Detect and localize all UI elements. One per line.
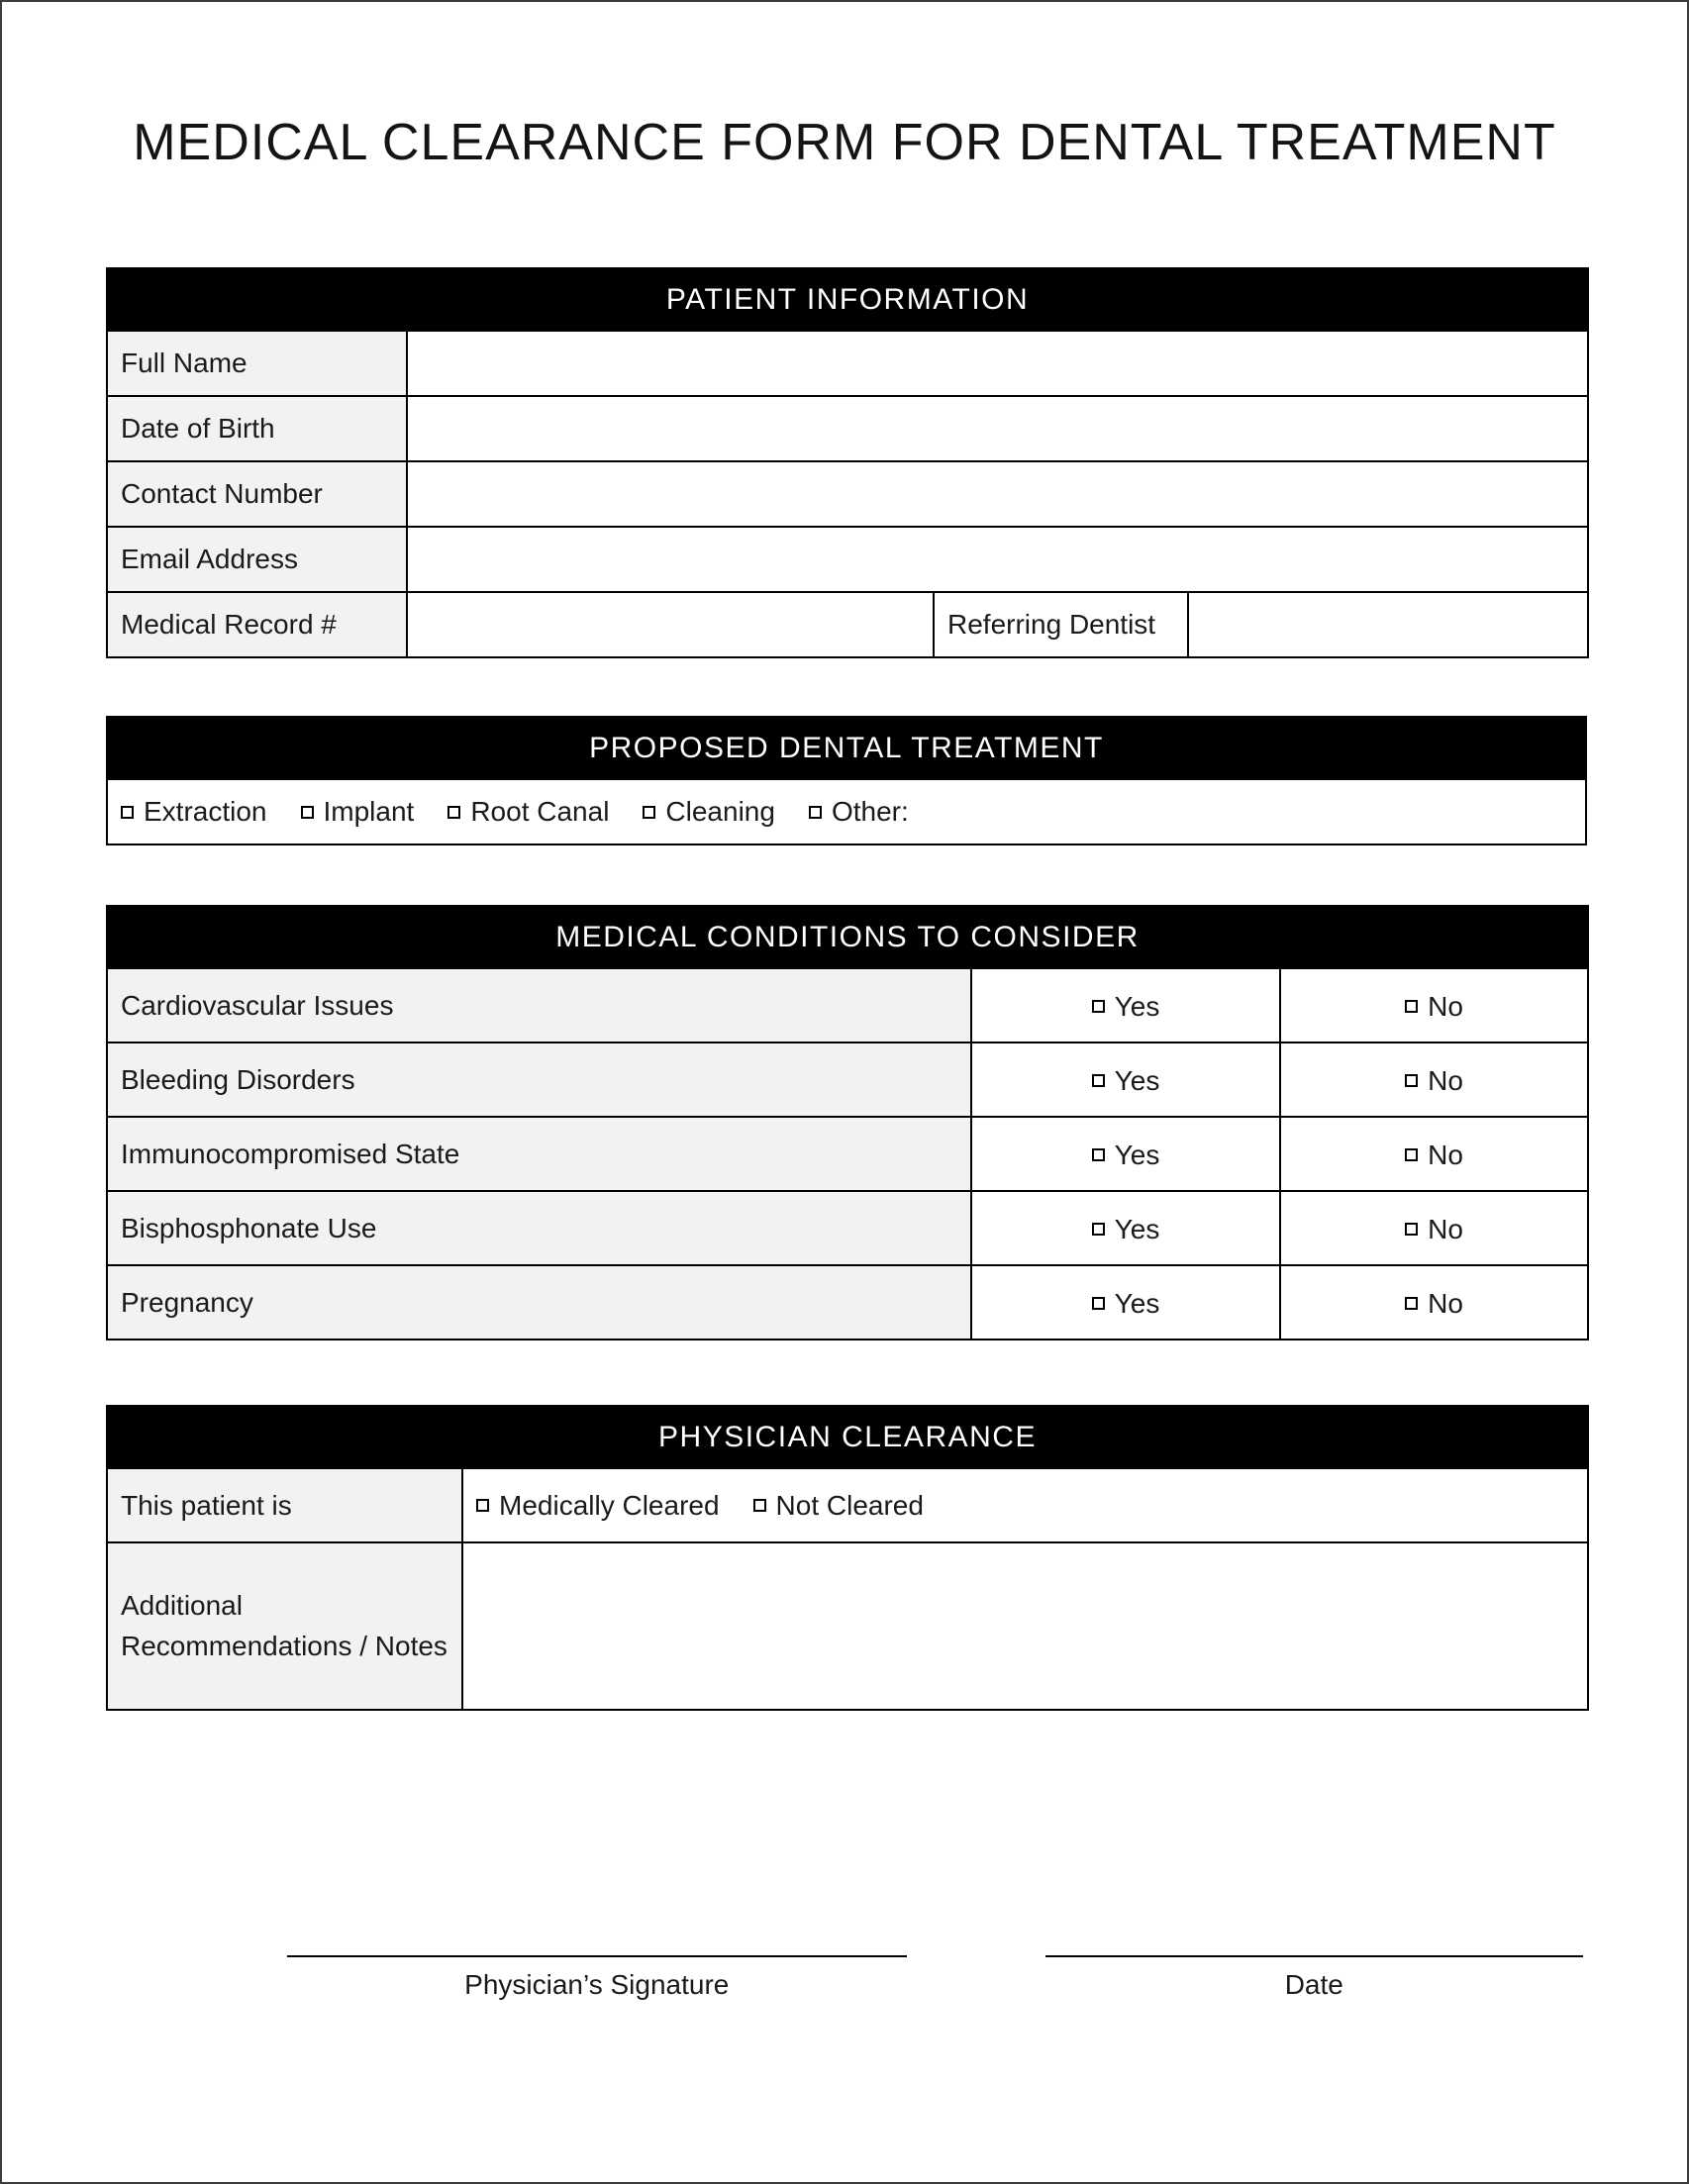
referring-dentist-label: Referring Dentist <box>934 592 1188 657</box>
option-extraction <box>121 796 267 828</box>
page-title: MEDICAL CLEARANCE FORM FOR DENTAL TREATMENT <box>133 114 1556 171</box>
referring-dentist-field[interactable] <box>1188 592 1588 657</box>
yes-checkbox[interactable] <box>1092 1000 1105 1013</box>
email-address-label: Email Address <box>107 527 407 592</box>
form-content <box>2 113 1687 2001</box>
date-of-birth-label: Date of Birth <box>107 396 407 461</box>
condition-pregnancy-label: Pregnancy <box>107 1265 971 1340</box>
proposed-treatment-header: PROPOSED DENTAL TREATMENT <box>107 717 1586 779</box>
date-label: Date <box>1284 1969 1343 2000</box>
treatment-options <box>121 796 1572 828</box>
yes-label: Yes <box>1114 1064 1160 1096</box>
pregnancy-no-cell <box>1280 1265 1588 1340</box>
no-checkbox[interactable] <box>1405 1000 1418 1013</box>
clearance-options <box>476 1490 1574 1522</box>
medically-cleared-checkbox[interactable] <box>476 1499 489 1512</box>
physician-signature-label: Physician’s Signature <box>464 1969 730 2000</box>
no-label: No <box>1428 1139 1463 1170</box>
contact-number-field[interactable] <box>407 461 1588 527</box>
medical-conditions-table <box>106 905 1589 1340</box>
table-row <box>107 1117 1588 1191</box>
other-checkbox[interactable] <box>809 806 822 819</box>
full-name-field[interactable] <box>407 331 1588 396</box>
medical-record-label: Medical Record # <box>107 592 407 657</box>
option-not-cleared <box>753 1490 924 1522</box>
table-row <box>107 331 1588 396</box>
no-checkbox[interactable] <box>1405 1148 1418 1161</box>
notes-label: Additional Recommendations / Notes <box>107 1542 462 1710</box>
patient-information-table <box>106 267 1589 658</box>
cleaning-checkbox[interactable] <box>643 806 655 819</box>
extraction-checkbox[interactable] <box>121 806 134 819</box>
contact-number-label: Contact Number <box>107 461 407 527</box>
yes-checkbox[interactable] <box>1092 1297 1105 1310</box>
no-label: No <box>1428 1287 1463 1319</box>
no-label: No <box>1428 990 1463 1022</box>
notes-field[interactable] <box>462 1542 1588 1710</box>
medical-record-field[interactable] <box>407 592 934 657</box>
table-row <box>107 1265 1588 1340</box>
physician-clearance-header: PHYSICIAN CLEARANCE <box>107 1406 1588 1468</box>
other-label: Other: <box>831 796 909 827</box>
option-root-canal <box>447 796 609 828</box>
bleeding-yes-cell <box>971 1042 1280 1117</box>
no-checkbox[interactable] <box>1405 1297 1418 1310</box>
implant-checkbox[interactable] <box>301 806 314 819</box>
physician-signature-block <box>287 1955 907 2001</box>
table-row <box>107 396 1588 461</box>
table-row <box>107 968 1588 1042</box>
condition-immunocompromised-label: Immunocompromised State <box>107 1117 971 1191</box>
cardiovascular-no-cell <box>1280 968 1588 1042</box>
option-medically-cleared <box>476 1490 720 1522</box>
option-other <box>809 796 909 828</box>
proposed-treatment-table <box>106 716 1587 845</box>
option-cleaning <box>643 796 775 828</box>
immunocompromised-yes-cell <box>971 1117 1280 1191</box>
table-row <box>107 461 1588 527</box>
yes-label: Yes <box>1114 1139 1160 1170</box>
implant-label: Implant <box>323 796 415 827</box>
bleeding-no-cell <box>1280 1042 1588 1117</box>
cardiovascular-yes-cell <box>971 968 1280 1042</box>
bisphosphonate-yes-cell <box>971 1191 1280 1265</box>
email-address-field[interactable] <box>407 527 1588 592</box>
no-label: No <box>1428 1213 1463 1244</box>
patient-is-label: This patient is <box>107 1468 462 1542</box>
pregnancy-yes-cell <box>971 1265 1280 1340</box>
table-row <box>107 1468 1588 1542</box>
cleaning-label: Cleaning <box>665 796 775 827</box>
patient-information-header: PATIENT INFORMATION <box>107 268 1588 331</box>
yes-label: Yes <box>1114 1213 1160 1244</box>
clearance-options-cell <box>462 1468 1588 1542</box>
yes-label: Yes <box>1114 1287 1160 1319</box>
date-of-birth-field[interactable] <box>407 396 1588 461</box>
table-row <box>107 527 1588 592</box>
table-row <box>107 1191 1588 1265</box>
full-name-label: Full Name <box>107 331 407 396</box>
extraction-label: Extraction <box>144 796 267 827</box>
no-checkbox[interactable] <box>1405 1074 1418 1087</box>
condition-bleeding-label: Bleeding Disorders <box>107 1042 971 1117</box>
table-row <box>107 1042 1588 1117</box>
immunocompromised-no-cell <box>1280 1117 1588 1191</box>
signature-section <box>106 1955 1583 2001</box>
no-checkbox[interactable] <box>1405 1223 1418 1236</box>
bisphosphonate-no-cell <box>1280 1191 1588 1265</box>
medical-conditions-header: MEDICAL CONDITIONS TO CONSIDER <box>107 906 1588 968</box>
table-row <box>107 592 1588 657</box>
no-label: No <box>1428 1064 1463 1096</box>
table-row <box>107 1542 1588 1710</box>
table-row <box>107 779 1586 844</box>
medically-cleared-label: Medically Cleared <box>499 1489 720 1521</box>
yes-label: Yes <box>1114 990 1160 1022</box>
yes-checkbox[interactable] <box>1092 1223 1105 1236</box>
physician-clearance-table <box>106 1405 1589 1711</box>
condition-bisphosphonate-label: Bisphosphonate Use <box>107 1191 971 1265</box>
condition-cardiovascular-label: Cardiovascular Issues <box>107 968 971 1042</box>
treatment-options-cell <box>107 779 1586 844</box>
root-canal-label: Root Canal <box>470 796 610 827</box>
not-cleared-label: Not Cleared <box>775 1489 924 1521</box>
not-cleared-checkbox[interactable] <box>753 1499 766 1512</box>
option-implant <box>301 796 415 828</box>
root-canal-checkbox[interactable] <box>447 806 460 819</box>
yes-checkbox[interactable] <box>1092 1148 1105 1161</box>
yes-checkbox[interactable] <box>1092 1074 1105 1087</box>
date-block <box>1045 1955 1583 2001</box>
